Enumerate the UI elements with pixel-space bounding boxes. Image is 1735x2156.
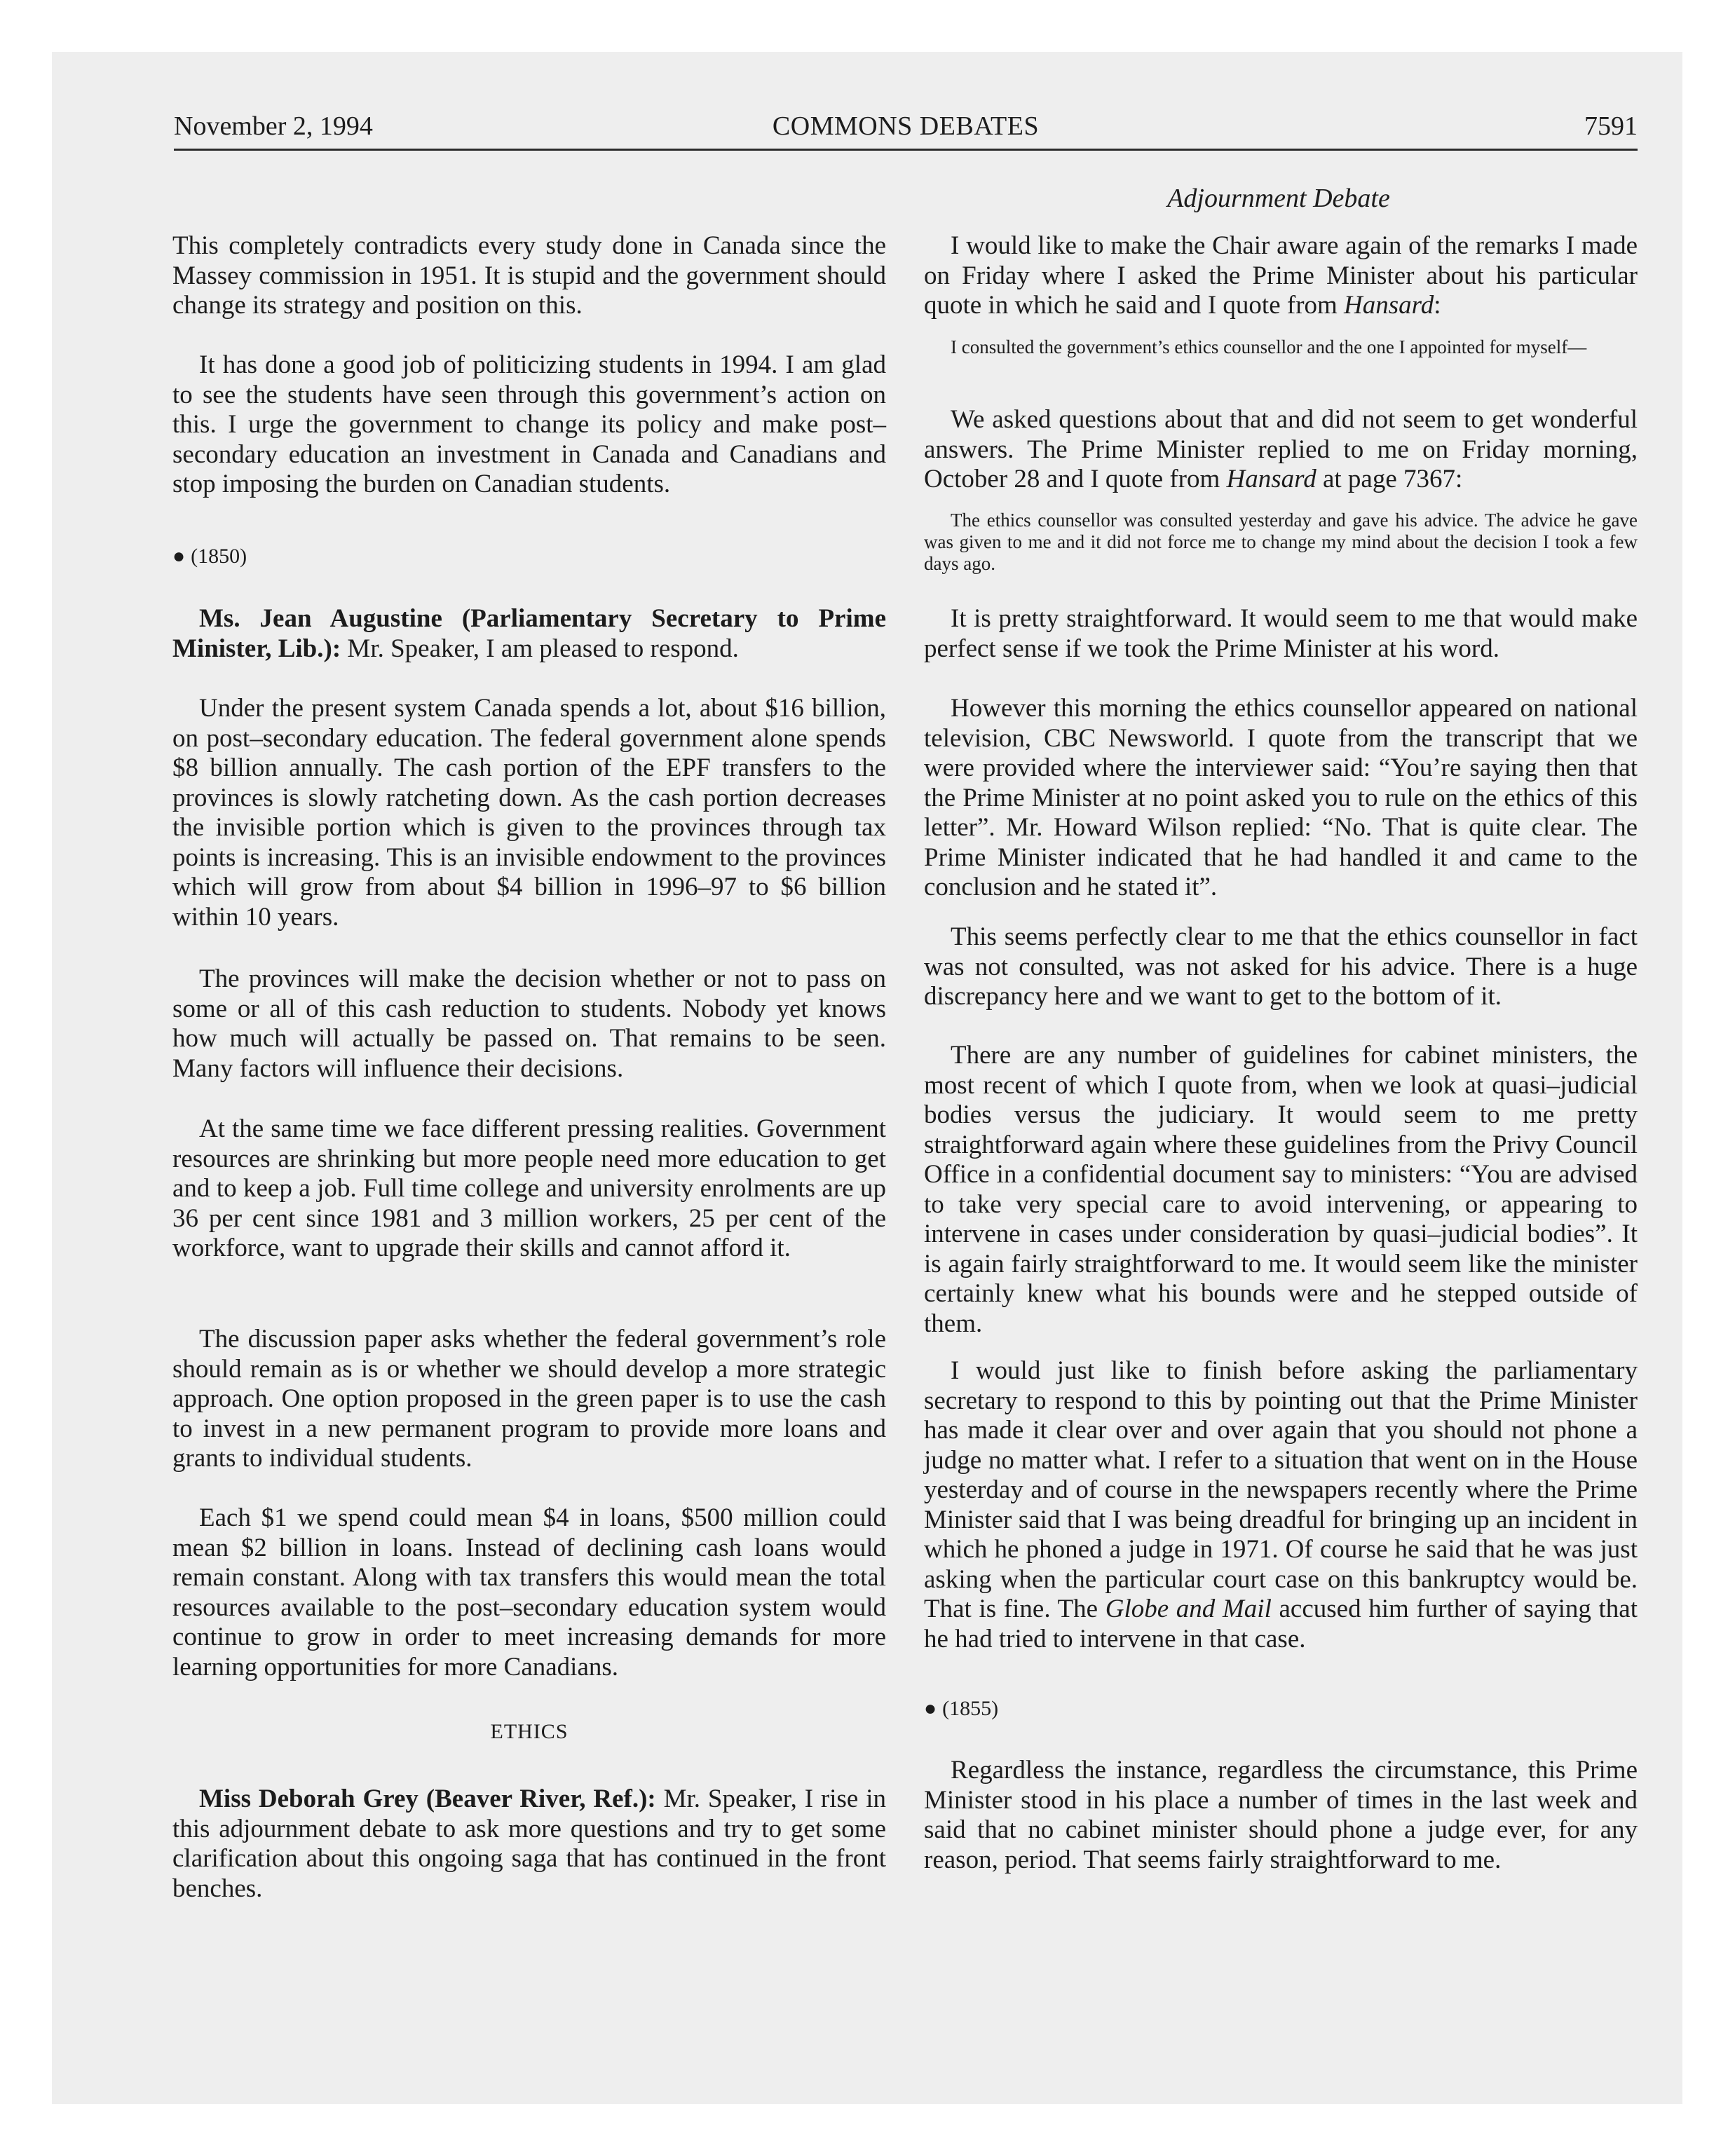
paragraph: It has done a good job of politicizing students in 1994. I am glad to see the students have seen through this government’s action on this. I urge the government to change its policy and make post–secondary education an investment in Canada and Canadians and stop imposing the burden on Canadian students. [172, 350, 886, 498]
speaker-text: Mr. Speaker, I rise in this adjournment debate to ask more questions and try to get some clarification about this ongoing saga that has continued in the front benches. [172, 1785, 886, 1903]
newspaper-title: Globe and Mail [1105, 1595, 1272, 1623]
paragraph: Regardless the instance, regardless the circumstance, this Prime Minister stood in his place a number of times in the last week and said that no cabinet minister should phone a judge ever, for any reason, period. That seems fairly straightforward to me. [924, 1756, 1638, 1874]
speaker-paragraph [172, 604, 886, 664]
page-number: 7591 [1584, 111, 1638, 141]
paragraph: Each $1 we spend could mean $4 in loans, $500 million could mean $2 billion in loans. Instead of declining cash loans would remain constant. Along with tax transfers this would mean the total resources available to the post–secondary education system would continue to grow in order to meet increasing demands for more learning opportunities for more Canadians. [172, 1503, 886, 1681]
paragraph: We asked questions about that and did not seem to get wonderful answers. The Prime Minister replied to me on Friday morning, October 28 and I quote from Hansard at page 7367: [924, 405, 1638, 493]
paragraph: Under the present system Canada spends a lot, about $16 billion, on post–secondary education. The federal government alone spends $8 billion annually. The cash portion of the EPF transfers to the provinces is slowly ratcheting down. As the cash portion decreases the invisible portion which is given to the provinces through tax points is increasing. This is an invisible endowment to the provinces which will grow from about $4 billion in 1996–97 to $6 billion within 10 years. [172, 694, 886, 932]
citation: Hansard [1226, 465, 1316, 493]
block-quote: I consulted the government’s ethics counsellor and the one I appointed for myself— [951, 336, 1587, 357]
time-stamp: ● (1855) [924, 1697, 999, 1720]
block-quote: The ethics counsellor was consulted yesterday and gave his advice. The advice he gave was given to me and it did not force me to change my mind about the decision I took a few days ago. [924, 510, 1638, 574]
paragraph: The provinces will make the decision whether or not to pass on some or all of this cash reduction to students. Nobody yet knows how much will actually be passed on. That remains to be seen. Many factors will influence their decisions. [172, 964, 886, 1083]
speaker-text: Mr. Speaker, I am pleased to respond. [341, 634, 739, 663]
paragraph: However this morning the ethics counsellor appeared on national television, CBC Newsworld. I quote from the transcript that we were provided where the interviewer said: “You’re saying then that the Prime Minister at no point asked you to rule on the ethics of this letter”. Mr. Howard Wilson replied: “No. That is quite clear. The Prime Minister indicated that he had handled it and came to the conclusion and he stated it”. [924, 694, 1638, 901]
paragraph: This seems perfectly clear to me that the ethics counsellor in fact was not consulted, was not asked for his advice. There is a huge discrepancy here and we want to get to the bottom of it. [924, 922, 1638, 1011]
paragraph: The discussion paper asks whether the federal government’s role should remain as is or whether we should develop a more strategic approach. One option proposed in the green paper is to use the cash to invest in a new permanent program to provide more loans and grants to individual students. [172, 1325, 886, 1473]
bullet-icon: ● [172, 545, 186, 568]
paragraph: At the same time we face different pressing realities. Government resources are shrinking but more people need more education to get and to keep a job. Full time college and university enrolments are up 36 per cent since 1981 and 3 million workers, 25 per cent of the workforce, want to upgrade their skills and cannot afford it. [172, 1114, 886, 1262]
paragraph: This completely contradicts every study done in Canada since the Massey commission in 1951. It is stupid and the government should change its strategy and position on this. [172, 231, 886, 320]
bullet-icon: ● [924, 1697, 937, 1720]
page-header [174, 107, 1638, 146]
section-heading: Adjournment Debate [1167, 184, 1390, 213]
header-date: November 2, 1994 [174, 111, 373, 141]
header-rule [174, 149, 1638, 151]
paragraph: I would just like to finish before asking the parliamentary secretary to respond to this by pointing out that the Prime Minister has made it clear over and over again that you should not phone a judge no matter what. I refer to a situation that went on in the House yesterday and of course in the newspapers recently where the Prime Minister said that I was being dreadful for bringing up an incident in which he phoned a judge in 1971. Of course he said that he was just asking when the particular court case on this bankruptcy would be. That is fine. The Globe and Mail accused him further of saying that he had tried to intervene in that case. [924, 1356, 1638, 1653]
speaker-name: Ms. Jean Augustine (Parliamentary Secretary to Prime Minister, Lib.): [172, 604, 886, 663]
paragraph: There are any number of guidelines for cabinet ministers, the most recent of which I quote from, when we look at quasi–judicial bodies versus the judiciary. It would seem to me pretty straightforward again where these guidelines from the Privy Council Office in a confidential document say to ministers: “You are advised to take very special care to avoid intervening, or appearing to intervene in cases under consideration by quasi–judicial bodies”. It is again fairly straightforward to me. It would seem like the minister certainly knew what his bounds were and he stepped outside of them. [924, 1041, 1638, 1338]
subheading-ethics: ETHICS [490, 1720, 569, 1743]
paragraph: It is pretty straightforward. It would seem to me that would make perfect sense if we took the Prime Minister at his word. [924, 604, 1638, 663]
speaker-name: Miss Deborah Grey (Beaver River, Ref.): [199, 1785, 656, 1813]
time-stamp: ● (1850) [172, 545, 247, 568]
citation: Hansard [1344, 291, 1434, 320]
paragraph: I would like to make the Chair aware again of the remarks I made on Friday where I asked the Prime Minister about his particular quote in which he said and I quote from Hansard: [924, 231, 1638, 320]
header-title: COMMONS DEBATES [772, 111, 1040, 141]
speaker-paragraph [172, 1785, 886, 1904]
